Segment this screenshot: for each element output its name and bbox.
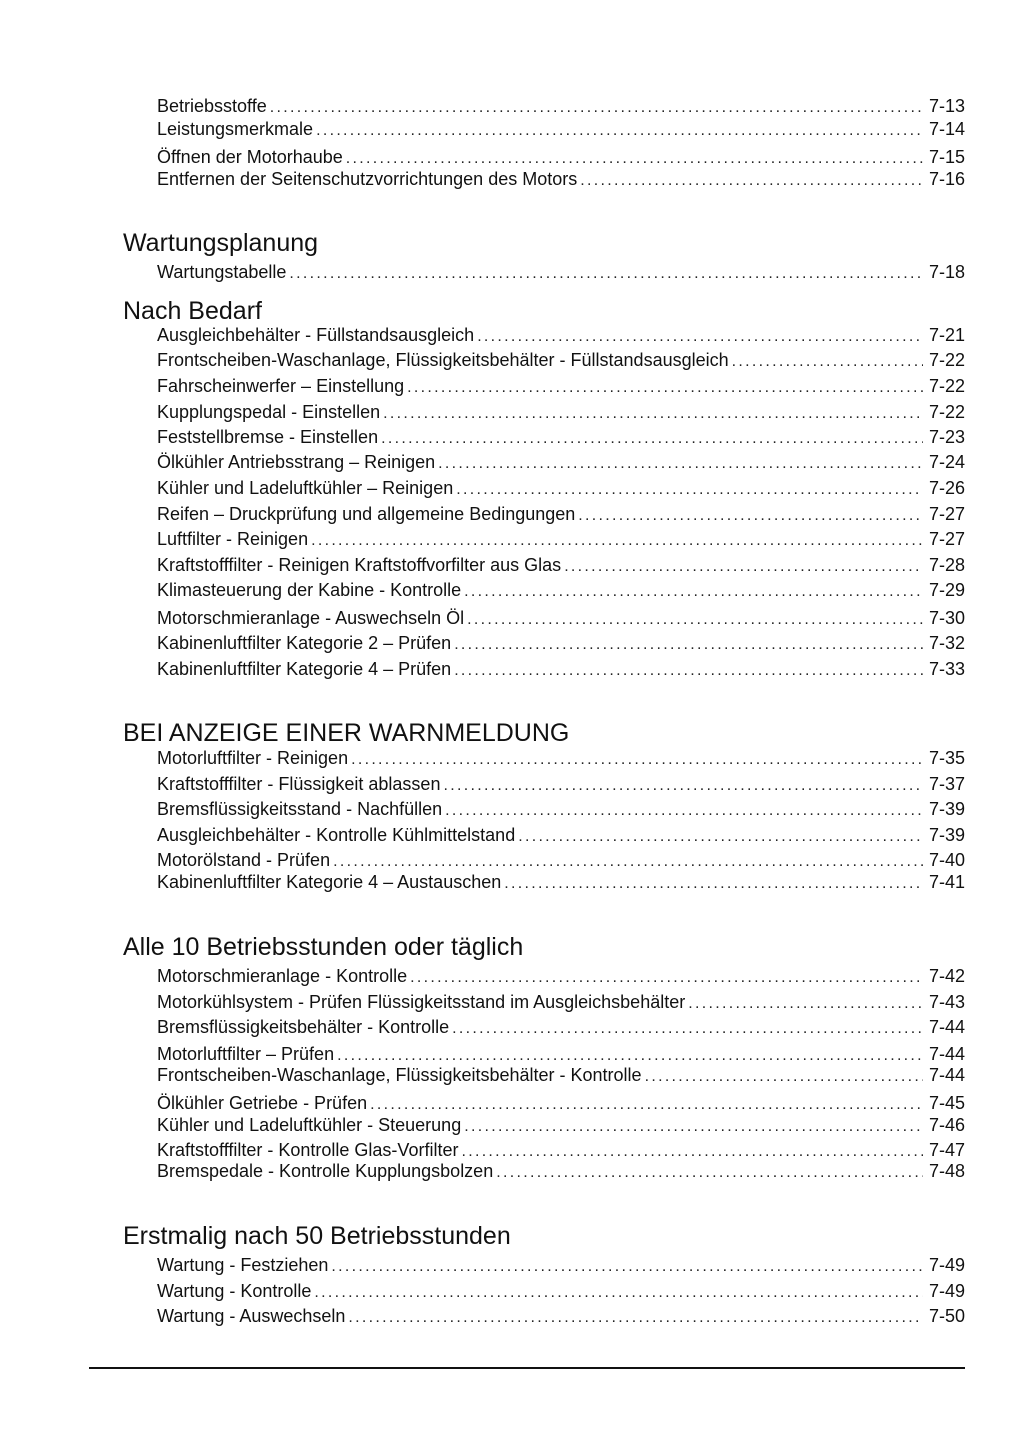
toc-leader-dots [348,1306,923,1330]
toc-entry[interactable] [157,964,965,988]
toc-entry[interactable] [157,527,965,551]
toc-entry[interactable] [157,746,965,770]
toc-entry-page: 7-22 [928,376,965,396]
toc-entry-page: 7-41 [928,872,965,892]
section-heading: BEI ANZEIGE EINER WARNMELDUNG [123,719,570,747]
toc-entry-page: 7-49 [928,1281,965,1301]
toc-entry-title: Entfernen der Seitenschutzvorrichtungen des Motors [157,169,578,189]
toc-entry-page: 7-37 [928,774,965,794]
toc-entry-page: 7-32 [928,633,965,653]
toc-entry-title: Kühler und Ladeluftkühler – Reinigen [157,478,454,498]
toc-entry-page: 7-50 [928,1306,965,1326]
footer-rule [89,1367,965,1369]
toc-leader-dots [438,452,923,476]
toc-entry-title: Feststellbremse - Einstellen [157,427,379,447]
toc-entry[interactable] [157,1091,965,1115]
toc-leader-dots [688,992,923,1016]
toc-entry[interactable] [157,553,965,577]
toc-leader-dots [311,529,923,553]
toc-entry-page: 7-35 [928,748,965,768]
toc-entry-page: 7-22 [928,402,965,422]
toc-entry-title: Fahrscheinwerfer – Einstellung [157,376,405,396]
toc-leader-dots [496,1161,923,1185]
toc-entry[interactable] [157,1279,965,1303]
toc-entry-page: 7-42 [928,966,965,986]
toc-entry-page: 7-48 [928,1161,965,1181]
toc-entry[interactable] [157,606,965,630]
toc-leader-dots [316,119,923,143]
toc-leader-dots [351,748,923,772]
toc-entry-title: Motorölstand - Prüfen [157,850,331,870]
toc-entry[interactable] [157,797,965,821]
toc-leader-dots [477,325,923,349]
toc-entry-page: 7-27 [928,504,965,524]
toc-entry-page: 7-33 [928,659,965,679]
toc-entry[interactable] [157,476,965,500]
toc-entry-page: 7-29 [928,580,965,600]
toc-leader-dots [464,580,923,604]
toc-entry[interactable] [157,657,965,681]
toc-entry-title: Kabinenluftfilter Kategorie 2 – Prüfen [157,633,452,653]
toc-entry-page: 7-44 [928,1065,965,1085]
toc-leader-dots [504,872,923,896]
toc-entry[interactable] [157,823,965,847]
toc-entry-title: Frontscheiben-Waschanlage, Flüssigkeitsbehälter - Kontrolle [157,1065,642,1085]
toc-entry-page: 7-28 [928,555,965,575]
toc-entry[interactable] [157,323,965,347]
toc-leader-dots [454,659,923,683]
toc-entry-page: 7-16 [928,169,965,189]
toc-entry-page: 7-45 [928,1093,965,1113]
toc-leader-dots [445,799,923,823]
toc-entry-page: 7-47 [928,1140,965,1160]
toc-entry-title: Kraftstofffilter - Flüssigkeit ablassen [157,774,441,794]
toc-entry-page: 7-30 [928,608,965,628]
toc-entry-title: Reifen – Druckprüfung und allgemeine Bedingungen [157,504,576,524]
toc-entry-title: Motorschmieranlage - Kontrolle [157,966,408,986]
toc-entry-page: 7-44 [928,1044,965,1064]
toc-entry[interactable] [157,1304,965,1328]
toc-entry-title: Wartung - Kontrolle [157,1281,312,1301]
toc-entry-page: 7-46 [928,1115,965,1135]
toc-leader-dots [331,1255,923,1279]
section-heading: Alle 10 Betriebsstunden oder täglich [123,933,524,961]
toc-entry-page: 7-21 [928,325,965,345]
section-heading: Wartungsplanung [123,229,319,257]
toc-leader-dots [732,350,923,374]
toc-entry-title: Frontscheiben-Waschanlage, Flüssigkeitsbehälter - Füllstandsausgleich [157,350,729,370]
toc-leader-dots [645,1065,923,1089]
toc-entry-page: 7-26 [928,478,965,498]
toc-entry[interactable] [157,631,965,655]
toc-entry-page: 7-39 [928,825,965,845]
toc-entry-title: Ölkühler Getriebe - Prüfen [157,1093,368,1113]
toc-entry-page: 7-27 [928,529,965,549]
toc-entry-title: Kupplungspedal - Einstellen [157,402,381,422]
toc-entry-title: Motorluftfilter – Prüfen [157,1044,335,1064]
toc-leader-dots [467,608,923,632]
toc-entry-page: 7-49 [928,1255,965,1275]
toc-entry[interactable] [157,502,965,526]
toc-entry[interactable] [157,450,965,474]
toc-entry[interactable] [157,117,965,141]
toc-entry[interactable] [157,578,965,602]
toc-leader-dots [289,262,923,286]
toc-entry[interactable] [157,374,965,398]
toc-entry-page: 7-43 [928,992,965,1012]
toc-entry-title: Ausgleichbehälter - Kontrolle Kühlmittelstand [157,825,516,845]
toc-entry[interactable] [157,167,965,191]
toc-entry-title: Kabinenluftfilter Kategorie 4 – Austauschen [157,872,502,892]
toc-entry[interactable] [157,1159,965,1183]
section-heading: Nach Bedarf [123,297,262,325]
toc-entry-page: 7-40 [928,850,965,870]
toc-entry[interactable] [157,1063,965,1087]
toc-leader-dots [580,169,923,193]
toc-entry-title: Motorluftfilter - Reinigen [157,748,349,768]
section-heading: Erstmalig nach 50 Betriebsstunden [123,1222,511,1250]
toc-entry-page: 7-18 [928,262,965,282]
toc-entry-page: 7-22 [928,350,965,370]
toc-entry-title: Motorkühlsystem - Prüfen Flüssigkeitsstand im Ausgleichsbehälter [157,992,686,1012]
toc-leader-dots [407,376,923,400]
toc-entry-title: Betriebsstoffe [157,96,267,116]
toc-entry[interactable] [157,348,965,372]
toc-entry-page: 7-23 [928,427,965,447]
toc-entry-title: Kraftstofffilter - Reinigen Kraftstoffvorfilter aus Glas [157,555,562,575]
toc-entry-title: Luftfilter - Reinigen [157,529,309,549]
toc-entry-title: Kühler und Ladeluftkühler - Steuerung [157,1115,462,1135]
toc-entry-page: 7-24 [928,452,965,472]
toc-entry-page: 7-15 [928,147,965,167]
toc-entry-title: Wartung - Festziehen [157,1255,329,1275]
toc-leader-dots [410,966,923,990]
toc-entry[interactable] [157,772,965,796]
toc-entry-title: Leistungsmerkmale [157,119,314,139]
toc-entry[interactable] [157,94,965,118]
toc-leader-dots [383,402,923,426]
toc-entry[interactable] [157,870,965,894]
toc-entry-title: Wartung - Auswechseln [157,1306,346,1326]
toc-leader-dots [456,478,923,502]
toc-entry-title: Bremsflüssigkeitsbehälter - Kontrolle [157,1017,450,1037]
toc-entry-title: Bremspedale - Kontrolle Kupplungsbolzen [157,1161,494,1181]
toc-entry-page: 7-39 [928,799,965,819]
toc-entry[interactable] [157,1113,965,1137]
toc-entry-title: Ausgleichbehälter - Füllstandsausgleich [157,325,475,345]
toc-leader-dots [452,1017,923,1041]
toc-leader-dots [443,774,923,798]
toc-entry-page: 7-44 [928,1017,965,1037]
toc-entry[interactable] [157,1015,965,1039]
toc-entry-title: Öffnen der Motorhaube [157,147,343,167]
toc-leader-dots [454,633,923,657]
toc-entry-title: Kabinenluftfilter Kategorie 4 – Prüfen [157,659,452,679]
toc-entry[interactable] [157,260,965,284]
toc-entry-title: Motorschmieranlage - Auswechseln Öl [157,608,465,628]
toc-entry-page: 7-14 [928,119,965,139]
toc-entry[interactable] [157,1253,965,1277]
toc-entry[interactable] [157,848,965,872]
toc-entry[interactable] [157,145,965,169]
toc-leader-dots [564,555,923,579]
toc-entry-title: Ölkühler Antriebsstrang – Reinigen [157,452,436,472]
toc-entry-page: 7-13 [928,96,965,116]
toc-entry-title: Wartungstabelle [157,262,287,282]
toc-leader-dots [578,504,923,528]
toc-leader-dots [518,825,923,849]
toc-entry[interactable] [157,990,965,1014]
toc-entry[interactable] [157,425,965,449]
toc-entry-title: Bremsflüssigkeitsstand - Nachfüllen [157,799,443,819]
toc-entry[interactable] [157,400,965,424]
toc-leader-dots [381,427,923,451]
toc-entry-title: Klimasteuerung der Kabine - Kontrolle [157,580,462,600]
toc-leader-dots [314,1281,923,1305]
toc-entry-title: Kraftstofffilter - Kontrolle Glas-Vorfilter [157,1140,459,1160]
toc-leader-dots [464,1115,923,1139]
